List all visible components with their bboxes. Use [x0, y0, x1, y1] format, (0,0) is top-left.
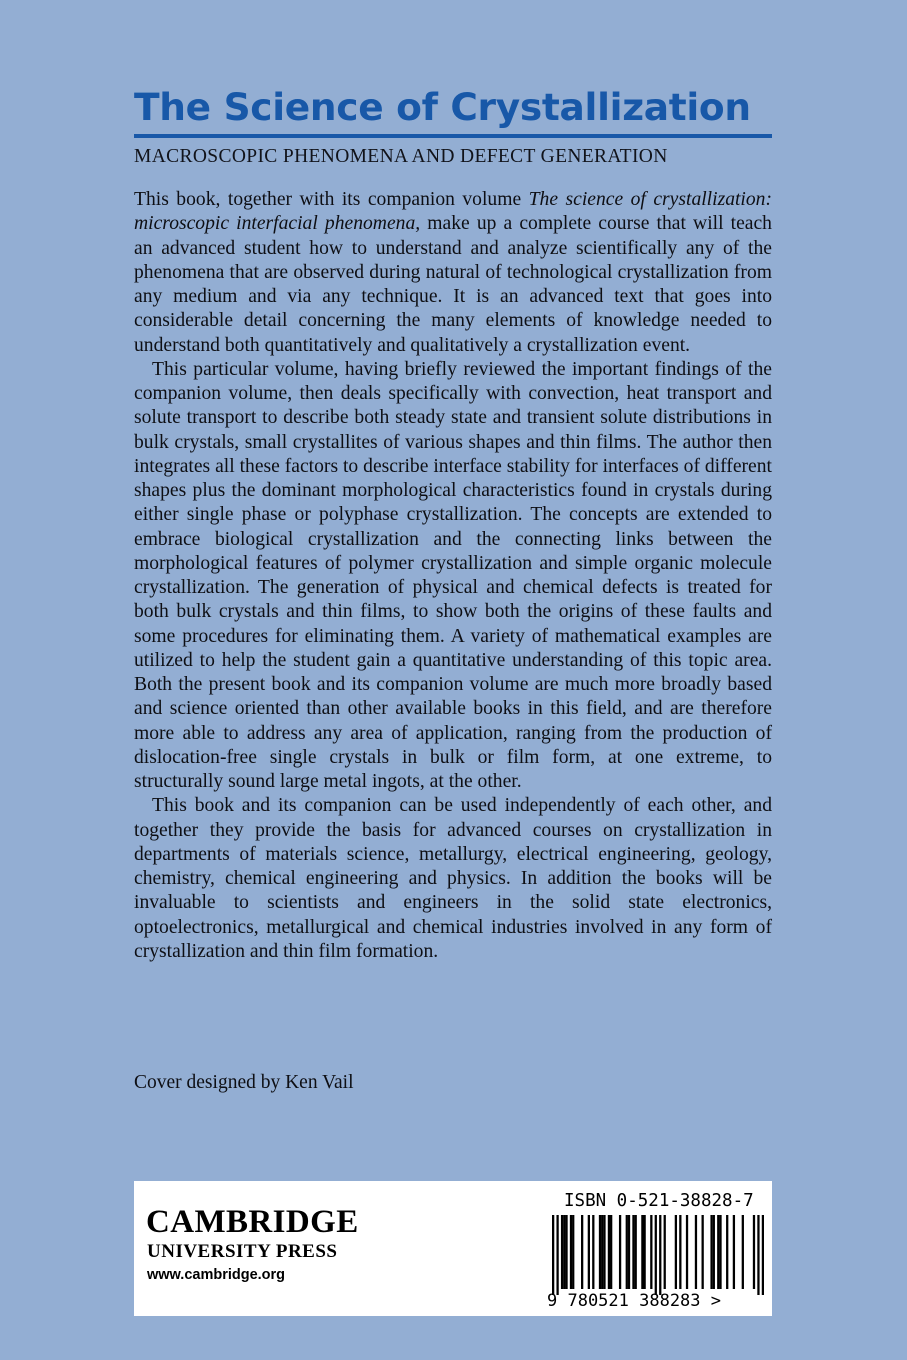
barcode-bar: [710, 1215, 712, 1289]
barcode-bar: [702, 1215, 704, 1289]
barcode-bar: [601, 1215, 603, 1289]
barcode-bar: [632, 1215, 634, 1289]
barcode-bar: [565, 1215, 567, 1289]
ean-digits: 9 780521 388283 >: [547, 1291, 721, 1311]
barcode-bar: [643, 1215, 645, 1289]
barcode-bar: [655, 1215, 657, 1295]
barcode-bar: [695, 1215, 697, 1289]
barcode-bar: [641, 1215, 643, 1289]
blurb-paragraph-2: This particular volume, having briefly reviewed the important findings of the companion volume, then deals specifically with convection, heat transport and solute transport to describe both steady state and transient solute distributions in bulk crystals, small crystallites of various shapes and thin films. The author then integrates all these factors to describe interface stability for interfaces of different shapes plus the dominant morphological characteristics found in crystals during either single phase or polyphase crystallization. The concepts are extended to embrace biological crystallization and the connecting links between the morphological features of polymer crystallization and simple organic molecule crystallization. The generation of physical and chemical defects is treated for both bulk crystals and thin films, to show both the origins of these faults and some procedures for eliminating them. A variety of mathematical examples are utilized to help the student gain a quantitative understanding of this topic area. Both the present book and its companion volume are much more broadly based and science oriented than other available books in this field, and are therefore more able to address any area of application, ranging from the production of dislocation-free single crystals in bulk or film form, at one extreme, to structurally sound large metal ingots, at the other.: [134, 358, 772, 792]
publisher-press: UNIVERSITY PRESS: [147, 1241, 338, 1262]
blurb-paragraph-1: This book, together with its companion volume The science of crystallization: microscopic interfacial phenomena, make up a complete course that will teach an advanced student how to understand and analyze scientifically any of the phenomena that are observed during natural of technological crystallization from any medium and via any technique. It is an advanced text that goes into considerable detail concerning the many elements of knowledge needed to understand both quantitatively and qualitatively a crystallization event.: [134, 189, 772, 356]
title-rule: [134, 134, 772, 138]
book-subtitle: MACROSCOPIC PHENOMENA AND DEFECT GENERATION: [134, 146, 668, 167]
barcode-bar: [679, 1215, 681, 1289]
cover-designer-credit: Cover designed by Ken Vail: [134, 1072, 354, 1093]
publisher-panel: [134, 1181, 772, 1316]
blurb: [134, 188, 772, 964]
barcode-bar: [581, 1215, 583, 1289]
barcode-bar: [561, 1215, 563, 1289]
barcode-bar: [717, 1215, 719, 1289]
barcode-bar: [762, 1215, 764, 1295]
barcode-bar: [675, 1215, 677, 1289]
isbn-label: ISBN 0-521-38828-7: [564, 1191, 754, 1211]
barcode-bar: [619, 1215, 621, 1289]
barcode-bar: [592, 1215, 594, 1289]
barcode-bar: [726, 1215, 728, 1289]
barcode-bar: [588, 1215, 590, 1289]
barcode-bar: [628, 1215, 630, 1289]
barcode-bar: [686, 1215, 688, 1289]
barcode-bar: [570, 1215, 572, 1289]
barcode-bar: [556, 1215, 558, 1295]
publisher-website: www.cambridge.org: [147, 1267, 286, 1283]
book-title: The Science of Crystallization: [134, 85, 751, 129]
barcode-bar: [608, 1215, 610, 1289]
companion-volume-title: The science of crystallization: microscopic interfacial phenomena,: [134, 189, 772, 235]
barcode-bar: [757, 1215, 759, 1295]
barcode-bar: [719, 1215, 721, 1289]
barcode-bar: [713, 1215, 715, 1289]
barcode-bar: [610, 1215, 612, 1289]
barcode-bar: [626, 1215, 628, 1289]
publisher-name: CAMBRIDGE: [146, 1204, 359, 1240]
barcode-bar: [733, 1215, 735, 1289]
barcode-bar: [603, 1215, 605, 1289]
barcode-bar: [664, 1215, 666, 1289]
barcode-bar: [599, 1215, 601, 1289]
barcode-bar: [659, 1215, 661, 1295]
barcode-bar: [742, 1215, 744, 1289]
barcode-bar: [563, 1215, 565, 1289]
barcode-bar: [650, 1215, 652, 1289]
barcode-bar: [635, 1215, 637, 1289]
barcode-bar: [753, 1215, 755, 1289]
barcode: [552, 1215, 764, 1295]
barcode-bar: [552, 1215, 554, 1295]
blurb-paragraph-3: This book and its companion can be used independently of each other, and together they provide the basis for advanced courses on crystallization in departments of materials science, metallurgy, electrical engineering, geology, chemistry, chemical engineering and physics. In addition the books will be invaluable to scientists and engineers in the solid state electronics, optoelectronics, metallurgical and chemical industries involved in any form of crystallization and thin film formation.: [134, 795, 772, 962]
barcode-bar: [572, 1215, 574, 1289]
